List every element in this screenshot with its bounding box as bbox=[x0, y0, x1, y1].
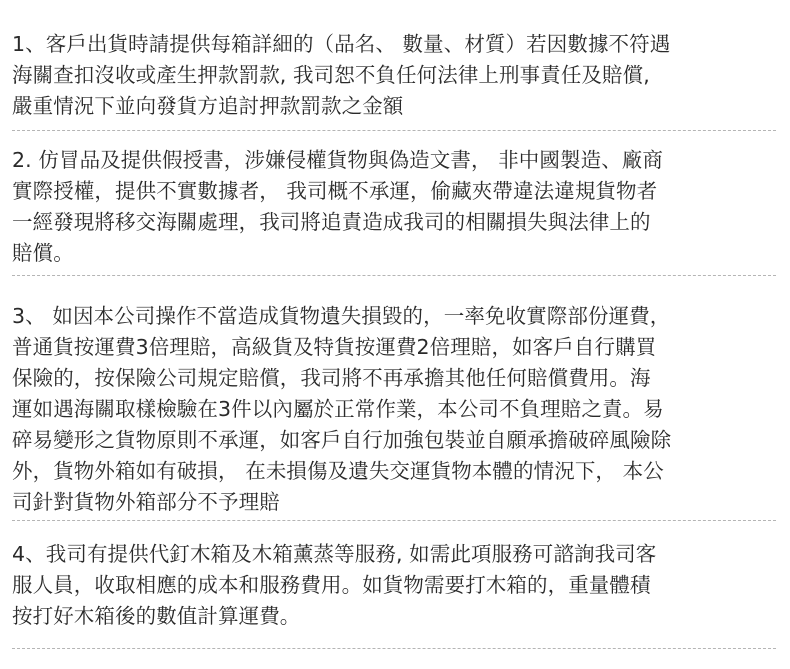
clause-1-declaration: 1、客戶出貨時請提供每箱詳細的（品名、 數量、材質）若因數據不符遇 海關查扣沒收或產生押款罰款, 我司恕不負任何法律上刑事責任及賠償, 嚴重情況下並向發貨方追討押款罰款之金額 bbox=[12, 32, 671, 118]
clause-4-wooden-crate: 4、我司有提供代釘木箱及木箱薰蒸等服務, 如需此項服務可諮詢我司客 服人員，收取相應的成本和服務費用。如貨物需要打木箱的，重量體積 按打好木箱後的數值計算運費。 bbox=[12, 542, 657, 628]
dashed-divider bbox=[12, 130, 776, 131]
clause-2-counterfeit: 2. 仿冒品及提供假授書，涉嫌侵權貨物與偽造文書， 非中國製造、廠商 實際授權，提供不實數據者， 我司概不承運，偷藏夾帶違法違規貨物者 一經發現將移交海關處理，我司將追責造成我司的相關損失與法律上的 賠償。 bbox=[12, 148, 663, 265]
dashed-divider bbox=[12, 520, 776, 521]
dashed-divider bbox=[12, 275, 776, 276]
clause-3-compensation: 3、 如因本公司操作不當造成貨物遺失損毀的，一率免收實際部份運費， 普通貨按運費3倍理賠，高級貨及特貨按運費2倍理賠，如客戶自行購買 保險的，按保險公司規定賠償，我司將不再承擔其他任何賠償費用。海 運如遇海關取樣檢驗在3件以內屬於正常作業，本公司不負理賠之責。易 碎易變形之貨物原則不承運，如客戶自行加強包裝並自願承擔破碎風險除 外，貨物外箱如有破損， 在未損傷及遺失交運貨物本體的情況下， 本公 司針對貨物外箱部分不予理賠 bbox=[12, 304, 672, 514]
dashed-divider bbox=[12, 648, 776, 649]
